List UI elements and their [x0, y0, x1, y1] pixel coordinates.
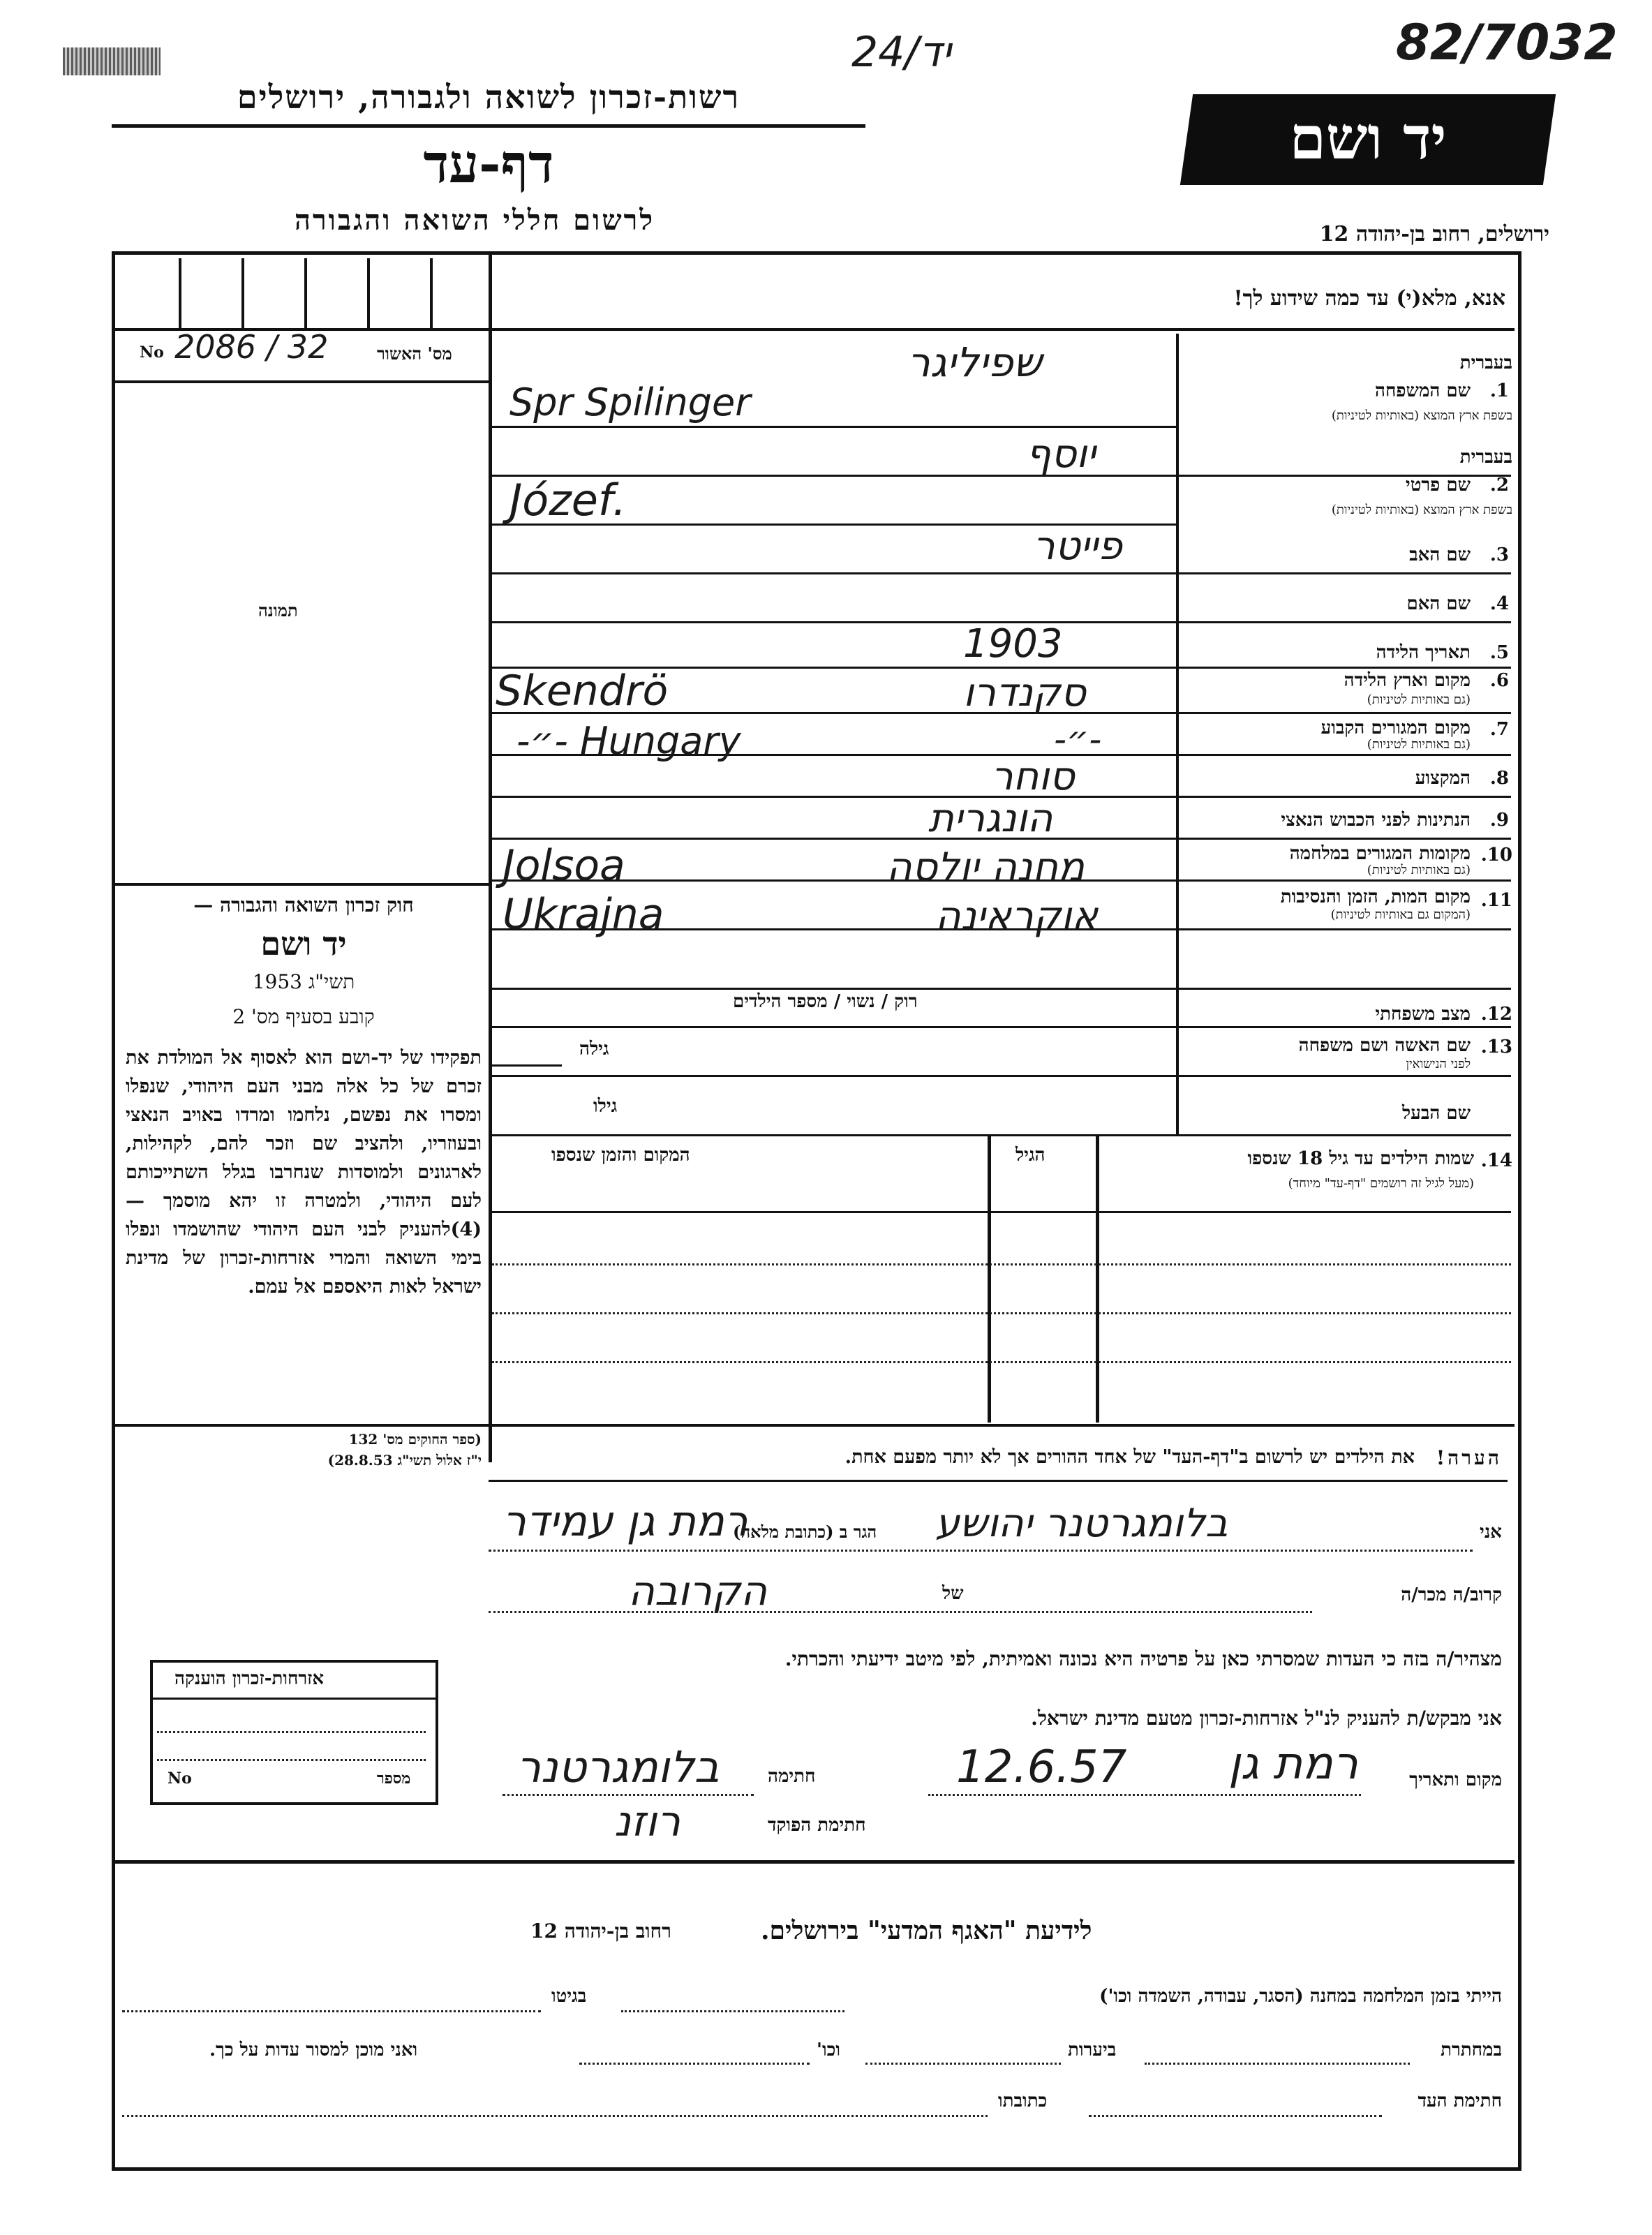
- field-12-label: מצב משפחתי: [1375, 1004, 1471, 1025]
- wife-age-label: גילה: [579, 1039, 609, 1060]
- field-2-hebrew-tag: בעברית: [1459, 447, 1512, 468]
- footer-address: רחוב בן-יהודה 12: [530, 1920, 671, 1943]
- children-bottom-line: [115, 1424, 1515, 1427]
- row-line-4: [492, 572, 1511, 574]
- declarant-i-label: אני: [1480, 1522, 1502, 1543]
- field-11-sub: (המקום גם באותיות לטיניות): [1330, 907, 1471, 922]
- signature-label: חתימה: [768, 1766, 816, 1787]
- law-name: יד ושם: [260, 925, 347, 963]
- field-4-label: שם האם: [1406, 593, 1471, 614]
- place-value: רמת גן: [1228, 1738, 1358, 1790]
- value-profession: סוחר: [991, 754, 1075, 799]
- field-13-sub: לפני הנישואין: [1406, 1057, 1471, 1071]
- row-line-16: [492, 1134, 1511, 1136]
- field-1-label: שם המשפחה: [1375, 380, 1471, 401]
- footer-divider: [115, 1860, 1515, 1864]
- children-label: שמות הילדים עד גיל 18 שנספו: [1247, 1148, 1474, 1169]
- children-row-2: [492, 1312, 1511, 1314]
- value-residence-he: -״-: [1054, 719, 1102, 759]
- field-1-hebrew-tag: בעברית: [1459, 352, 1512, 373]
- value-wartime-place-lat: Jolsoa: [503, 841, 625, 890]
- header-address: ירושלים, רחוב בן-יהודה 12: [1319, 222, 1549, 246]
- signature-value: בלומגרטנר: [516, 1742, 720, 1792]
- photo-label: תמונה: [258, 600, 298, 621]
- row-line-15: [492, 1075, 1511, 1077]
- note-text: את הילדים יש לרשום ב"דף-העד" של אחד ההורים אך לא יותר מפעם אחת.: [844, 1446, 1415, 1468]
- relative-label: קרוב/ה מכר/ה: [1401, 1584, 1502, 1605]
- label-col-divider: [1176, 334, 1179, 1136]
- declarant-address: רמת גן עמידר: [503, 1497, 748, 1546]
- footer-line2a-blank: [1145, 2063, 1410, 2065]
- children-row-3: [492, 1361, 1511, 1363]
- row-line-2: [492, 475, 1511, 477]
- footer-title: לידיעת "האגף המדעי" בירושלים.: [761, 1916, 1092, 1945]
- field-3-label: שם האב: [1409, 544, 1471, 565]
- field-1-number: 1.: [1489, 380, 1509, 401]
- field-7-number: 7.: [1489, 719, 1509, 740]
- note-label: הערה!: [1436, 1446, 1502, 1469]
- value-wartime-place-he: מחנה יולסה: [886, 845, 1085, 890]
- stamp-number: 82/7032: [1396, 14, 1618, 71]
- row-line-1: [492, 426, 1176, 428]
- approval-label: מס' האשור: [377, 343, 452, 364]
- law-text: תפקידו של יד-ושם הוא לאסוף אל המולדת את זכרם של כל אלה מבני העם היהודי, שנפלו ומסרו את נפשם, נלחמו ומרדו באויב הנאצי ובעוזריו, ולהציב שם וזכר להם, לקהילות, לארגונים ולמוסדות שנחרבו בגלל השתייכותם לעם היהודי, ולמטרה זו יהא מוסמך — (4)להעניק לבני העם היהודי שהושמדו ונפלו בימי השואה והמרי אזרחות-זכרון של מדינת ישראל לאות היאספם אל עמם.: [126, 1047, 482, 1298]
- place-date-line: [928, 1794, 1361, 1796]
- citizenship-box-line-1: [150, 1698, 436, 1700]
- law-ref-2: י"ז אלול תשי"ג 28.8.53): [327, 1452, 482, 1469]
- instruction-text: אנא, מלא(י) עד כמה שידוע לך!: [1233, 286, 1505, 311]
- footer-line1-blank: [621, 2010, 844, 2012]
- value-citizenship: הונגרית: [928, 796, 1053, 841]
- handwritten-ref: יד/24: [851, 28, 951, 77]
- declarant-line: [489, 1550, 1473, 1552]
- field-6-sub: (גם באותיות לטיניות): [1367, 692, 1471, 707]
- field-husband-label: שם הבעל: [1401, 1103, 1471, 1124]
- law-header: חוק זכרון השואה והגבורה —: [193, 893, 414, 916]
- citizenship-box-no: No: [168, 1769, 192, 1788]
- field-9-number: 9.: [1489, 810, 1509, 831]
- declaration-text: מצהיר/ה בזה כי העדות שמסרתי כאן על פרטיה היא נכונה ואמיתית, לפי מיטב ידיעתי והכרתי.: [784, 1647, 1502, 1670]
- logo-text: יד ושם: [1289, 103, 1447, 172]
- field-9-label: הנתינות לפני הכבוש הנאצי: [1281, 810, 1471, 831]
- children-col-place: המקום והזמן שנספו: [551, 1145, 690, 1166]
- declarant-residing-label: הגר ב (כתובת מלאה): [733, 1522, 877, 1542]
- footer-line2a-label: במחתרת: [1441, 2040, 1502, 2060]
- footer-line1-label: הייתי בזמן המלחמה במחנה (הסגר, עבודה, השמדה וכו'): [1099, 1986, 1502, 2007]
- citizenship-box-title: אזרחות-זכרון הוענקה: [174, 1668, 325, 1689]
- field-6-label: מקום וארץ הלידה: [1344, 670, 1471, 691]
- field-8-number: 8.: [1489, 768, 1509, 789]
- left-col-divider: [489, 255, 492, 1462]
- approval-grid: [119, 258, 489, 328]
- row-line-13: [492, 988, 1511, 990]
- field-3-number: 3.: [1489, 544, 1509, 565]
- footer-line3b-blank: [122, 2115, 988, 2117]
- citizenship-box-line-2: [157, 1731, 426, 1733]
- relative-line: [489, 1611, 1312, 1613]
- declarant-name: בלומגרטנר יהושע: [935, 1501, 1228, 1546]
- citizenship-box-line-3: [157, 1759, 426, 1761]
- law-clause: קובע בסעיף מס' 2: [232, 1005, 375, 1028]
- field-2-sub: בשפת ארץ המוצא (באותיות לטיניות): [1331, 503, 1512, 517]
- value-death-place-lat: Ukrajna: [503, 890, 664, 939]
- field-5-number: 5.: [1489, 642, 1509, 663]
- footer-line3a-blank: [1089, 2115, 1382, 2117]
- value-birthplace-lat: Skendrö: [496, 667, 669, 715]
- approval-row-divider: [115, 380, 492, 383]
- footer-line2b-blank: [865, 2063, 1061, 2065]
- children-col-div-2: [1096, 1136, 1099, 1423]
- footer-line1b-blank: [122, 2010, 541, 2012]
- value-first-name-he: יוסף: [1026, 431, 1096, 477]
- footer-line3a-label: חתימת העד: [1417, 2091, 1502, 2111]
- field-8-label: המקצוע: [1415, 768, 1471, 789]
- of-label: של: [942, 1583, 964, 1604]
- value-birth-date: 1903: [963, 621, 1063, 667]
- authority-name: רשות-זכרון לשואה ולגבורה, ירושלים: [237, 78, 741, 116]
- photo-divider: [115, 883, 492, 886]
- value-marital-status: רוק / נשוי / מספר הילדים: [733, 991, 918, 1012]
- request-text: אני מבקש/ת להעניק לנ"ל אזרחות-זכרון מטעם מדינת ישראל.: [1031, 1707, 1502, 1730]
- field-11-label: מקום המות, הזמן והנסיבות: [1280, 886, 1471, 907]
- footer-line2c-blank: [579, 2063, 810, 2065]
- approval-no-value: 2086 / 32: [174, 328, 329, 366]
- footer-line1b-label: בגיטו: [551, 1986, 587, 2007]
- wife-age-line: [492, 1064, 562, 1067]
- approval-no-label: No: [140, 343, 164, 362]
- law-ref-1: (ספר החוקים מס' 132: [348, 1431, 482, 1448]
- field-6-number: 6.: [1489, 670, 1509, 691]
- value-family-name-he: שפיליגר: [907, 339, 1042, 386]
- field-2-label: שם פרטי: [1405, 475, 1471, 496]
- children-col-div-1: [988, 1136, 991, 1423]
- footer-line2c-label: וכו': [817, 2040, 840, 2060]
- field-11-number: 11.: [1480, 890, 1512, 911]
- note-underline: [489, 1480, 1508, 1482]
- date-value: 12.6.57: [956, 1742, 1127, 1793]
- children-number: 14.: [1480, 1150, 1512, 1171]
- field-7-sub: (גם באותיות לטיניות): [1367, 737, 1471, 752]
- authority-underline: [112, 124, 865, 128]
- value-father-name: פייטר: [1033, 524, 1122, 569]
- field-13-label: שם האשה ושם משפחה: [1298, 1035, 1471, 1056]
- value-death-place-he: אוקראינה: [935, 893, 1098, 939]
- field-4-number: 4.: [1489, 593, 1509, 614]
- field-12-number: 12.: [1480, 1004, 1512, 1025]
- relation-value: הקרובה: [628, 1567, 768, 1614]
- citizenship-box-number-label: מספר: [377, 1769, 411, 1788]
- signature-line: [503, 1794, 754, 1796]
- value-first-name-lat: Józef.: [509, 475, 627, 526]
- value-birthplace-he: סקנדרו: [963, 670, 1086, 715]
- field-7-label: מקום המגורים הקבוע: [1320, 718, 1471, 738]
- official-signature: רוזנ: [614, 1797, 681, 1846]
- field-1-sub: בשפת ארץ המוצא (באותיות לטיניות): [1331, 408, 1512, 423]
- field-10-number: 10.: [1480, 845, 1512, 866]
- children-row-1: [492, 1263, 1511, 1265]
- children-sub: (מעל לגיל זה רושמים "דף-עד" מיוחד): [1288, 1176, 1474, 1191]
- husband-age-label: גילו: [593, 1096, 618, 1117]
- value-residence-lat: -״- Hungary: [516, 719, 741, 763]
- children-col-age: הגיל: [1015, 1145, 1045, 1166]
- footer-line2b-label: ביערות: [1068, 2040, 1117, 2060]
- value-family-name-lat: Spr Spilinger: [509, 380, 751, 424]
- form-title: דף-עד: [423, 133, 554, 195]
- footer-line3b-label: כתובתו: [998, 2091, 1048, 2111]
- field-5-label: תאריך הלידה: [1376, 642, 1471, 663]
- footer-line2d-label: ואני מוכן למסור עדות על כך.: [209, 2040, 418, 2060]
- field-10-label: מקומות המגורים במלחמה: [1289, 843, 1471, 864]
- scan-blot: [63, 47, 161, 75]
- children-head-line: [492, 1211, 1511, 1213]
- form-subtitle: לרשום חללי השואה והגבורה: [294, 204, 655, 237]
- row-line-14: [492, 1026, 1511, 1028]
- place-date-label: מקום ותאריך: [1409, 1769, 1502, 1790]
- field-2-number: 2.: [1489, 475, 1509, 496]
- field-10-sub: (גם באותיות לטיניות): [1367, 863, 1471, 877]
- official-label: חתימת הפוקד: [768, 1815, 866, 1836]
- field-13-number: 13.: [1480, 1037, 1512, 1057]
- law-year: תשי"ג 1953: [252, 970, 355, 993]
